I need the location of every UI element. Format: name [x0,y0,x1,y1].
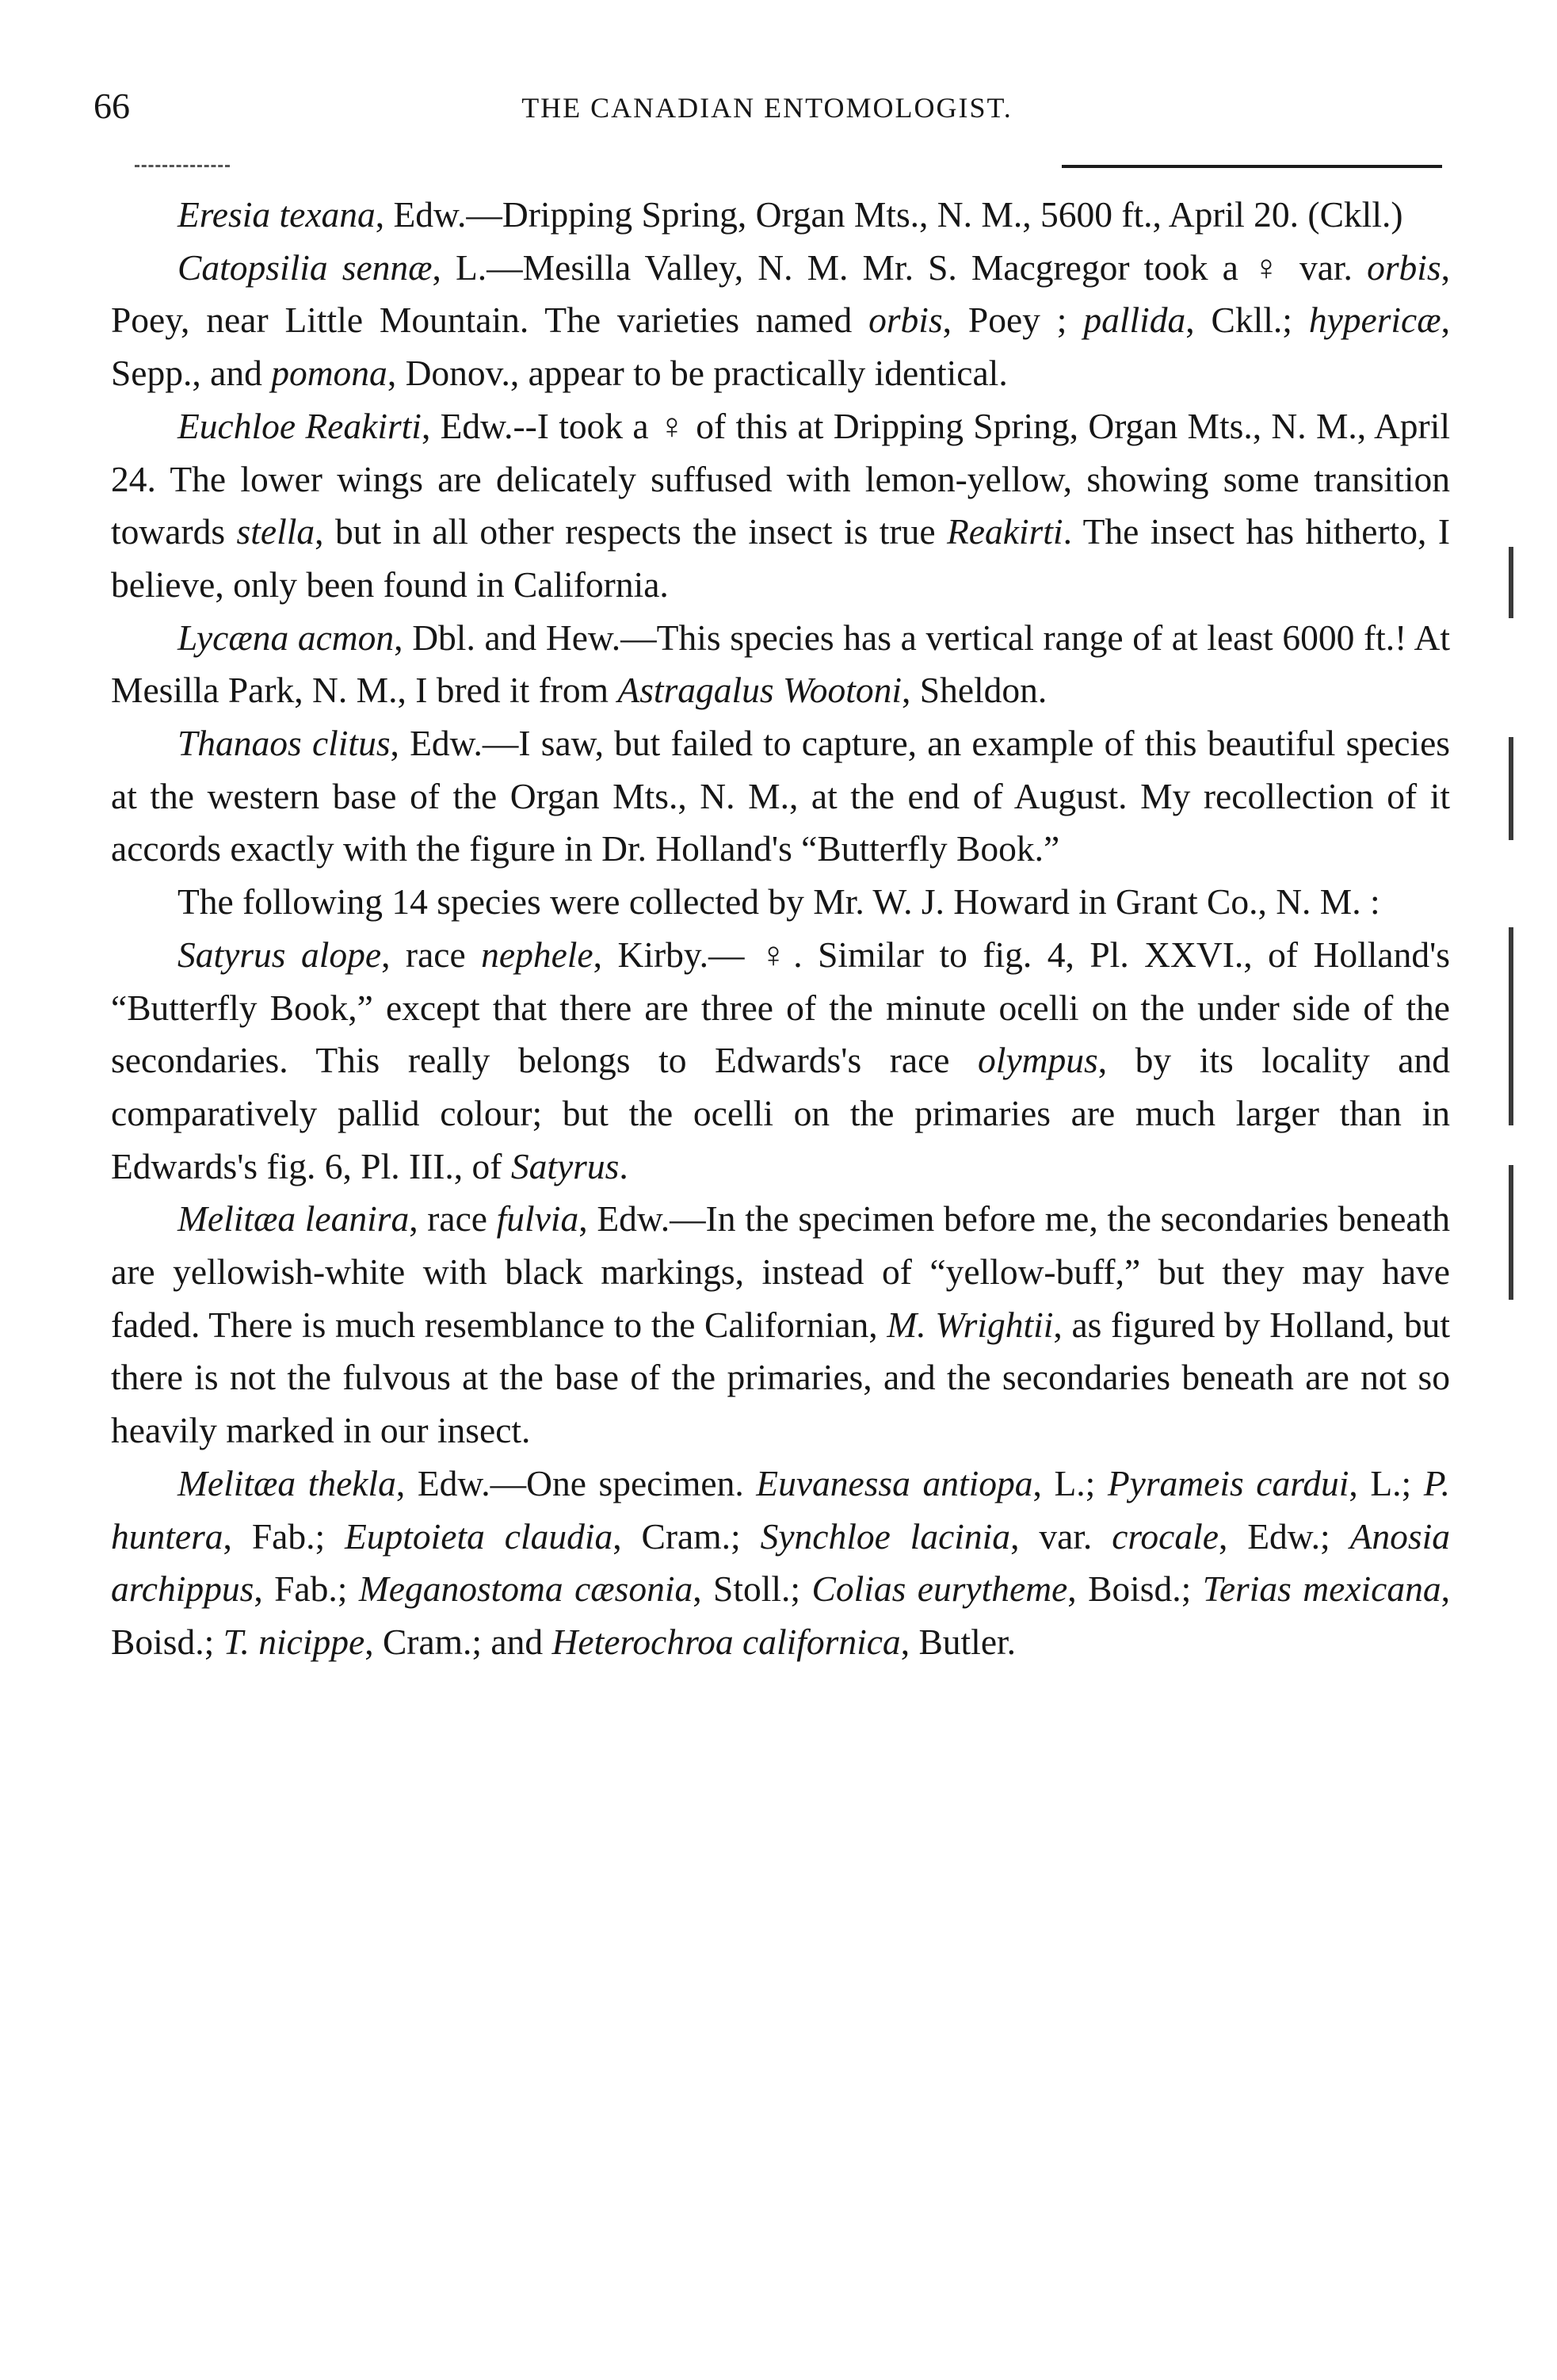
species-name: Euchloe Reakirti [177,405,422,446]
species-name: Eresia texana [177,194,376,235]
text-run: , Cram.; [612,1515,761,1557]
text-run: , Sepp., and [111,300,1450,394]
paragraph-satyrus [111,929,1450,1194]
text-run: , Edw.—Dripping Spring, Organ Mts., N. M., 5600 ft., April 20. (Ckll.) [375,194,1403,235]
species-name: Astragalus Wootoni [617,670,903,711]
paragraph-catopsilia [111,242,1450,400]
paragraph-thanaos [111,717,1450,876]
species-name: hypericæ [1308,300,1441,341]
text-run: , Donov., appear to be practically identical. [387,353,1008,394]
species-name: Terias mexicana [1202,1568,1441,1610]
text-run: , Edw.—I saw, but failed to capture, an example of this beautiful species at the western base of the Organ Mts., N. M., at the end of August. My recollection of it accords exactly with the figure in Dr. Holland's “Butterfly Book.” [111,723,1450,869]
paragraph-melitaea-thekla [111,1457,1450,1669]
species-name: M. Wrightii [887,1304,1054,1345]
text-run: , as figured by Holland, but there is not the fulvous at the base of the primaries, and the secondaries beneath are not so heavily marked in our insect. [111,1304,1450,1451]
species-name: Pyrameis cardui [1107,1462,1349,1503]
paragraph-lycaena [111,612,1450,717]
text-run: , Ckll.; [1185,300,1309,341]
species-name: P. huntera [111,1462,1451,1557]
species-name: Reakirti [946,511,1063,552]
species-name: Colias eurytheme [811,1568,1068,1610]
text-run: , L.—Mesilla Valley, N. M. Mr. S. Macgregor took a ♀ var. [432,246,1368,288]
text-run: , Sheldon. [902,670,1048,711]
header-rule-right [1062,165,1442,168]
text-run: , Butler. [900,1621,1017,1662]
species-name: pomona [271,353,387,394]
text-run: , by its locality and comparatively pallid colour; but the ocelli on the primaries are much larger than in Edwards's fig. 6, Pl. III., of [111,1040,1451,1186]
text-run: , Dbl. and Hew.—This species has a vertical range of at least 6000 ft.! At Mesilla Park, N. M., I bred it from [111,617,1450,711]
text-run: , Edw.--I took a ♀ of this at Dripping Spring, Organ Mts., N. M., April 24. The lower wings are delicately suffused with lemon-yellow, showing some transition towards [111,405,1450,552]
scan-edge-marks [1499,135,1531,2275]
text-run: , Boisd.; [111,1568,1450,1662]
species-name: Melitæa thekla [177,1462,396,1503]
species-name: olympus [978,1040,1098,1081]
species-name: Melitæa leanira [177,1198,410,1240]
species-name: Euvanessa antiopa [756,1462,1033,1503]
species-name: Lycæna acmon [177,617,395,658]
species-name: orbis [1367,246,1441,288]
text-run: . [619,1145,628,1186]
species-name: Catopsilia sennæ [177,246,433,288]
page-number: 66 [93,86,130,126]
species-name: T. nicippe [223,1621,365,1662]
species-name: Meganostoma cæsonia [358,1568,693,1610]
text-run: , race [381,934,482,975]
text-run: , var. [1010,1515,1112,1557]
text-run: , L.; [1032,1462,1108,1503]
text-run: , Fab.; [254,1568,359,1610]
species-name: crocale [1112,1515,1219,1557]
text-run: . The insect has hitherto, I believe, only been found in California. [111,511,1451,605]
text-run: , Boisd.; [1067,1568,1203,1610]
text-run: , L.; [1349,1462,1424,1503]
species-name: Thanaos clitus [177,723,391,764]
text-run: , Edw.—One specimen. [395,1462,757,1503]
paragraph-euchloe [111,400,1450,612]
species-name: Synchloe lacinia [760,1515,1011,1557]
paragraph-howard [111,876,1450,929]
text-run: , Fab.; [223,1515,345,1557]
species-name: Satyrus alope [177,934,382,975]
species-name: Euptoieta claudia [344,1515,613,1557]
species-name: orbis [868,300,943,341]
text-run: , Poey, near Little Mountain. The varieties named [111,246,1450,341]
text-run: , race [409,1198,497,1240]
paragraph-eresia [111,189,1450,242]
species-name: nephele [481,934,593,975]
text-run: , Kirby.— ♀. Similar to fig. 4, Pl. XXVI., of Holland's “Butterfly Book,” except that there are three of the minute ocelli on the under side of the secondaries. This really belongs to Edwards's race [111,934,1450,1081]
paragraph-melitaea-leanira [111,1193,1450,1457]
body-text [111,189,1450,1669]
species-name: stella [236,511,315,552]
species-name: fulvia [496,1198,579,1240]
text-run: , Edw.—In the specimen before me, the secondaries beneath are yellowish-white with black markings, instead of “yellow-buff,” but they may have faded. There is much resemblance to the Californian, [111,1198,1450,1345]
species-name: pallida [1083,300,1186,341]
text-run: The following 14 species were collected by Mr. W. J. Howard in Grant Co., N. M. : [177,881,1380,923]
text-run: , Stoll.; [693,1568,812,1610]
running-title: THE CANADIAN ENTOMOLOGIST. [521,92,1013,124]
species-name: Anosia archippus [111,1515,1450,1610]
species-name: Satyrus [510,1145,620,1186]
text-run: , Poey ; [942,300,1084,341]
species-name: Heterochroa californica [551,1621,901,1662]
text-run: , Cram.; and [364,1621,552,1662]
header-rule-left [135,165,230,167]
text-run: , but in all other respects the insect is true [315,511,947,552]
text-run: , Edw.; [1218,1515,1350,1557]
page-header [93,82,1441,130]
